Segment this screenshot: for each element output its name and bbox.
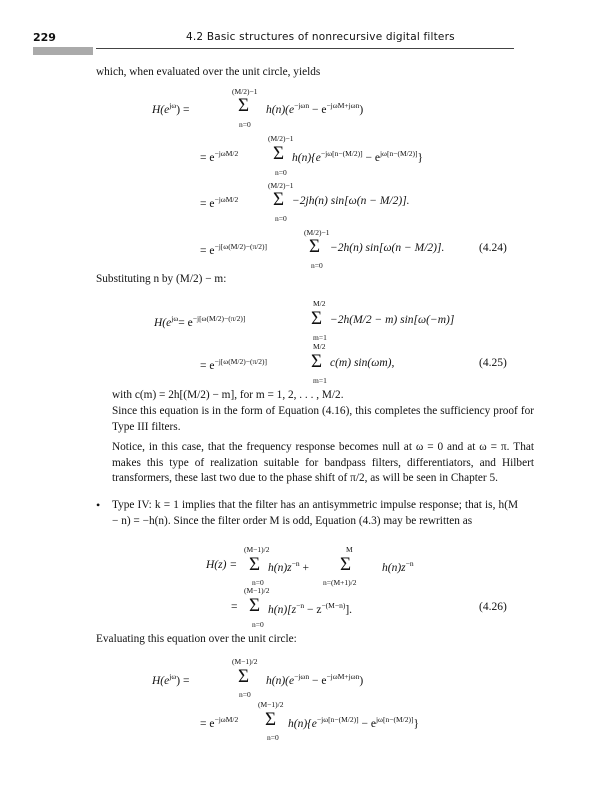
eq-7-sum2-lower: n=(M+1)/2 [323, 578, 357, 587]
page-number: 229 [33, 31, 56, 44]
eq-7-term-1: $h(n)z^{-n}$ + [268, 559, 309, 574]
eq-9-sigma: Σ [238, 666, 250, 687]
eq-8-eq: = [231, 601, 238, 613]
eq-3-sum-lower: n=0 [275, 214, 287, 223]
eq-7-sum1-upper: (M−1)/2 [244, 545, 270, 554]
eq-6-lhs: = $e^{-j[\omega(M/2)-(\pi/2)]}$ [200, 357, 268, 372]
eq-5-sum-upper: M/2 [313, 299, 326, 308]
eq-7-term-2: $h(n)z^{-n}$ [382, 559, 414, 574]
eq-7-sum1-lower: n=0 [252, 578, 264, 587]
eq-1-sum-lower: n=0 [239, 120, 251, 129]
eq-4-number: (4.24) [479, 242, 507, 254]
eq-2-body: $h(n)\{e^{-j\omega[n-(M/2)]} - e^{j\omega[n-(M/2)]}\}$ [292, 149, 423, 164]
eq-4-sum-lower: n=0 [311, 261, 323, 270]
eq-9-lhs: $H(e^{j\omega})$ = [152, 672, 190, 687]
eq-6-body: c(m) sin(ωm), [330, 357, 395, 369]
eq-3-sum-upper: (M/2)−1 [268, 181, 294, 190]
eq-6-sum-upper: M/2 [313, 342, 326, 351]
eq-1-sum-upper: (M/2)−1 [232, 87, 258, 96]
eq-3-body: −2jh(n) sin[ω(n − M/2)]. [292, 195, 410, 207]
eq-8-sum-lower: n=0 [252, 620, 264, 629]
eq-9-sum-lower: n=0 [239, 690, 251, 699]
eq-1-lhs: $H(e^{j\omega})$ = [152, 101, 190, 116]
bullet-type-iv: • [96, 498, 101, 512]
eq-2-sum-lower: n=0 [275, 168, 287, 177]
eq-7-sigma-2: Σ [340, 554, 352, 575]
eq-4-body: −2h(n) sin[ω(n − M/2)]. [330, 242, 445, 254]
paragraph-sufficiency: Since this equation is in the form of Equation (4.16), this completes the sufficiency proof for Type III filters. [112, 405, 534, 433]
eq-7-lhs: H(z) = [206, 559, 238, 571]
eq-4-lhs: = $e^{-j[\omega(M/2)-(\pi/2)]}$ [200, 242, 268, 257]
eq-4-sigma: Σ [309, 236, 321, 257]
eq-7-sigma-1: Σ [249, 554, 261, 575]
paragraph-intro: which, when evaluated over the unit circle, yields [96, 66, 321, 78]
eq-8-body: $h(n)[z^{-n} - z^{-(M-n)}]$. [268, 601, 353, 616]
eq-8-sum-upper: (M−1)/2 [244, 586, 270, 595]
eq-6-number: (4.25) [479, 357, 507, 369]
running-head: 4.2 Basic structures of nonrecursive digital filters [186, 31, 455, 43]
eq-7-sum2-upper: M [346, 545, 353, 554]
paragraph-type-iv: Type IV: k = 1 implies that the filter has an antisymmetric impulse response; that is, h(M − n) = −h(n). Since the filter order M is odd, Equation (4.3) may be rewritten as [112, 499, 518, 527]
header-bar [33, 47, 93, 55]
eq-8-sigma: Σ [249, 595, 261, 616]
eq-1-body: $h(n)(e^{-j\omega n} - e^{-j\omega M+j\omega n})$ [266, 101, 364, 116]
eq-2-sigma: Σ [273, 143, 285, 164]
eq-2-sum-upper: (M/2)−1 [268, 134, 294, 143]
eq-2-lhs: = $e^{-j\omega M/2}$ [200, 149, 239, 164]
header-rule [96, 48, 514, 49]
paragraph-notice: Notice, in this case, that the frequency response becomes null at ω = 0 and at ω = π. That makes this type of realization suitable for bandpass filters, differentiators, and Hilbert transformers, these last two due to the phase shift of π/2, as will be seen in Chapter 5. [112, 441, 534, 484]
eq-9-sum-upper: (M−1)/2 [232, 657, 258, 666]
eq-6-sum-lower: m=1 [313, 376, 327, 385]
eq-10-sum-lower: n=0 [267, 733, 279, 742]
eq-9-body: $h(n)(e^{-j\omega n} - e^{-j\omega M+j\omega n})$ [266, 672, 364, 687]
eq-3-sigma: Σ [273, 189, 285, 210]
paragraph-evaluating: Evaluating this equation over the unit circle: [96, 633, 297, 645]
eq-3-lhs: = $e^{-j\omega M/2}$ [200, 195, 239, 210]
eq-4-sum-upper: (M/2)−1 [304, 228, 330, 237]
eq-10-body: $h(n)\{e^{-j\omega[n-(M/2)]} - e^{j\omega[n-(M/2)]}\}$ [288, 715, 419, 730]
eq-10-sigma: Σ [265, 709, 277, 730]
eq-8-number: (4.26) [479, 601, 507, 613]
paragraph-substituting: Substituting n by (M/2) − m: [96, 273, 227, 285]
eq-1-sigma: Σ [238, 95, 250, 116]
eq-5-sum-lower: m=1 [313, 333, 327, 342]
eq-10-sum-upper: (M−1)/2 [258, 700, 284, 709]
eq-6-sigma: Σ [311, 351, 323, 372]
paragraph-with-c: with c(m) = 2h[(M/2) − m], for m = 1, 2, . . . , M/2. [112, 389, 344, 401]
eq-5-lhs: $H(e^{j\omega}= e^{-j[\omega(M/2)-(\pi/2)]}$ [154, 314, 246, 329]
eq-5-body: −2h(M/2 − m) sin[ω(−m)] [330, 314, 455, 326]
eq-10-lhs: = $e^{-j\omega M/2}$ [200, 715, 239, 730]
eq-5-sigma: Σ [311, 308, 323, 329]
